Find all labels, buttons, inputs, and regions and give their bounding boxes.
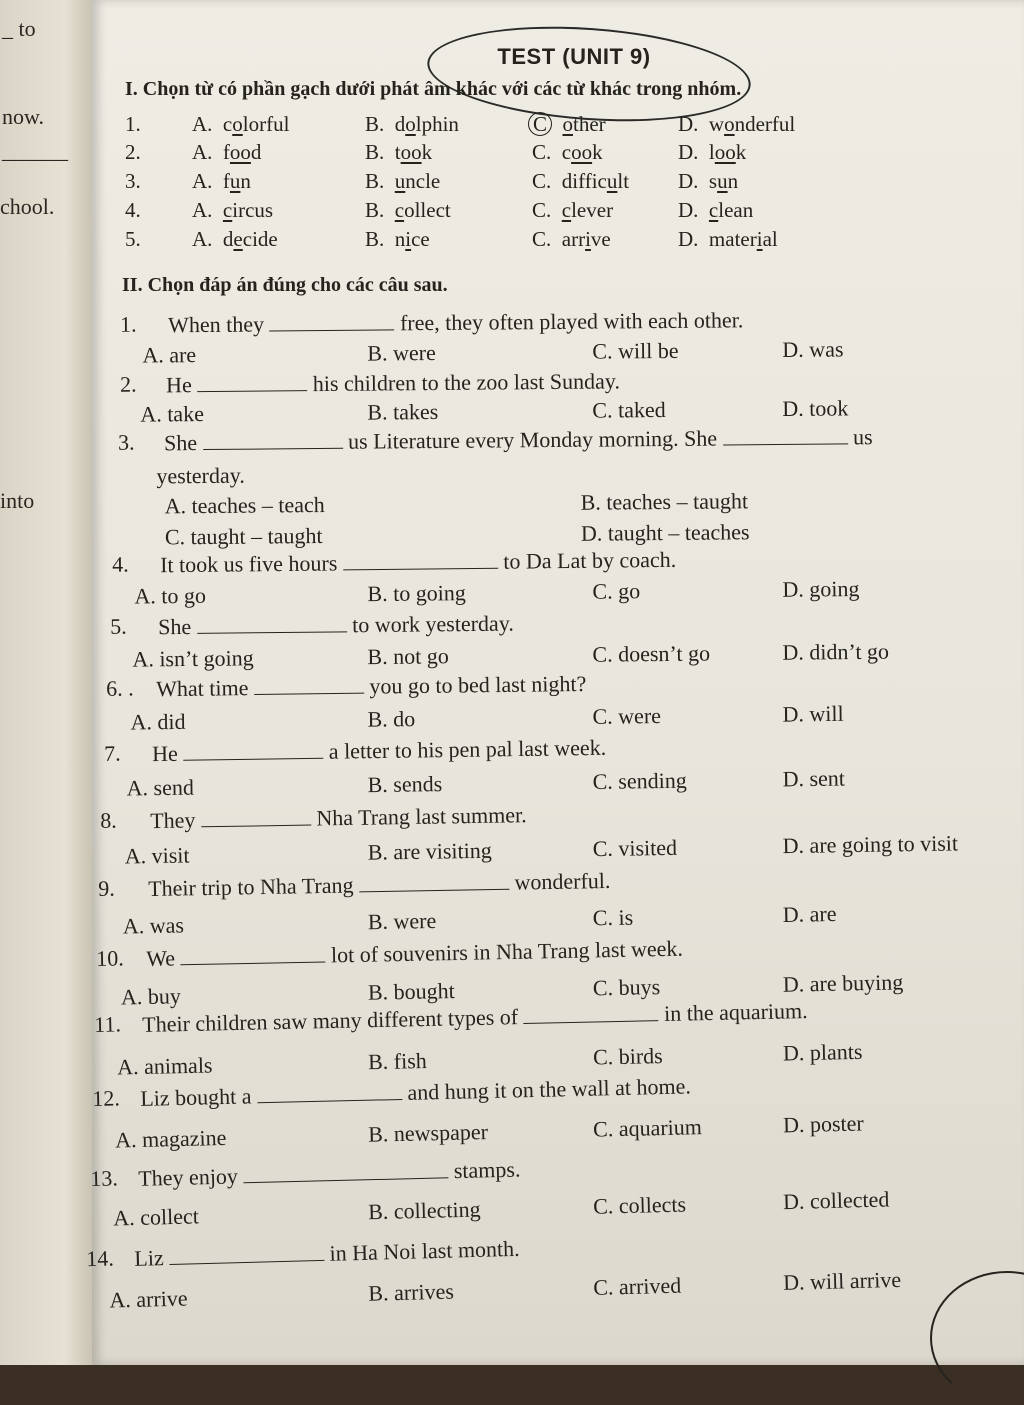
question-number: 1. (119, 311, 137, 337)
word-part: cide (242, 227, 278, 251)
option-d[interactable]: D. will arrive (782, 1266, 902, 1295)
question-line (86, 1222, 1024, 1272)
option-a (192, 169, 251, 194)
underlined-part: e (233, 227, 243, 251)
question-text (146, 935, 683, 972)
word-part: mater (708, 227, 757, 251)
question-stem: in Ha Noi last month. (329, 1235, 520, 1266)
option-letter: D. (678, 198, 699, 222)
underlined-part: o (724, 112, 735, 136)
option-a[interactable]: A. are (142, 342, 197, 368)
option-d (678, 169, 738, 194)
word-part: ncle (405, 169, 441, 193)
option-d (678, 140, 746, 165)
question-text (156, 670, 586, 702)
underlined-part: c (708, 198, 719, 222)
option-b[interactable]: B. were (367, 908, 437, 935)
question-text (140, 1072, 691, 1111)
question-stem: wonderful. (514, 867, 611, 895)
option-a[interactable]: A. did (130, 708, 186, 735)
item-number: 2. (125, 140, 141, 164)
option-b (365, 198, 451, 223)
option-b[interactable]: B. newspaper (367, 1119, 489, 1147)
option-b[interactable]: B. do (367, 706, 416, 732)
underlined-part: c (561, 198, 572, 222)
option-letter: A. (192, 169, 213, 193)
option-d (678, 198, 753, 223)
question-text (160, 546, 676, 578)
underlined-part: i (756, 227, 763, 251)
word-part: nderful (734, 112, 796, 136)
question-number: 12. (92, 1085, 121, 1111)
option-c[interactable]: C. visited (592, 834, 678, 862)
option-a[interactable]: A. take (140, 401, 205, 427)
question-line (92, 304, 1024, 338)
word-part: ther (573, 112, 606, 136)
option-a[interactable]: A. animals (116, 1052, 213, 1080)
word-part: f (222, 140, 230, 164)
question-line (90, 1143, 1024, 1192)
option-a[interactable]: A. to go (134, 582, 207, 609)
option-letter: B. (365, 198, 385, 222)
option-b[interactable]: B. sends (367, 771, 443, 798)
question-number: 10. (95, 945, 124, 971)
option-a (192, 112, 289, 137)
option-c[interactable]: C. taked (592, 396, 666, 423)
option-letter: B. (365, 227, 385, 251)
question-number: 13. (90, 1165, 119, 1192)
option-d[interactable]: D. poster (782, 1110, 864, 1138)
underlined-part: oo (400, 140, 422, 164)
option-letter: A. (192, 227, 213, 251)
option-b[interactable]: B. are visiting (367, 837, 492, 865)
question-number: 6. . (105, 675, 134, 701)
option-a[interactable]: A. send (126, 774, 195, 801)
answer-blank[interactable] (201, 805, 311, 828)
option-b: B. teaches – taught (580, 488, 749, 515)
question-number: 5. (109, 613, 127, 639)
question-stem: When they (168, 311, 265, 338)
question-stem: to Da Lat by coach. (503, 546, 677, 574)
question-line (92, 422, 1024, 456)
option-d: D. taught – teaches (580, 519, 750, 546)
option-a: A. teaches – teach (164, 491, 325, 519)
word-part: lt (617, 169, 630, 193)
option-letter: A. (192, 112, 213, 136)
option-a[interactable]: A. buy (120, 983, 182, 1010)
word-part: n (727, 169, 739, 193)
question-number: 9. (97, 875, 115, 901)
option-d[interactable]: D. took (782, 395, 849, 421)
question-number: 11. (93, 1011, 122, 1037)
question-text (158, 610, 514, 641)
question-stem: She (164, 430, 198, 456)
answer-blank[interactable] (343, 548, 498, 571)
question-line (92, 1065, 1024, 1111)
worksheet-page (86, 0, 1024, 1365)
answer-blank[interactable] (722, 423, 847, 445)
word-part: c (222, 112, 233, 136)
option-d[interactable]: D. are going to visit (782, 830, 959, 859)
section1-heading: I. Chọn từ có phần gạch dưới phát âm khác với các từ khác trong nhóm. (125, 78, 742, 100)
option-b (365, 227, 430, 252)
question-stem: to work yesterday. (351, 610, 514, 638)
option-d (678, 112, 795, 137)
option-d[interactable]: D. didn’t go (782, 638, 890, 665)
question-stem: his children to the zoo last Sunday. (312, 368, 621, 397)
option-a (192, 140, 261, 165)
question-line (92, 860, 1024, 902)
question-stem: in the aquarium. (663, 998, 808, 1027)
question-text (134, 1235, 520, 1272)
word-part: s (708, 169, 718, 193)
word-part: d (250, 140, 262, 164)
option-c[interactable]: C. birds (592, 1043, 663, 1070)
option-c[interactable]: C. is (592, 904, 634, 931)
item-number: 4. (125, 198, 141, 222)
adjacent-text: ______ (2, 138, 68, 163)
underlined-part: c (222, 198, 233, 222)
question-stem: What time (156, 675, 249, 702)
word-part: ircus (232, 198, 274, 222)
question-number: 14. (86, 1245, 115, 1272)
underlined-part: i (405, 227, 412, 251)
answer-blank[interactable] (254, 673, 364, 695)
option-c (532, 140, 603, 165)
option-letter: C. (532, 198, 552, 222)
question-line (92, 793, 1024, 834)
question-number: 2. (119, 371, 137, 397)
option-a (192, 227, 278, 252)
option-b[interactable]: B. were (367, 340, 436, 366)
option-letter: A. (192, 140, 213, 164)
word-part: n (394, 227, 406, 251)
option-c[interactable]: C. doesn’t go (592, 640, 711, 667)
question-line (92, 928, 1024, 971)
question-text (152, 734, 606, 767)
option-a[interactable]: A. collect (112, 1203, 200, 1231)
question-text (168, 306, 743, 338)
option-b (365, 140, 432, 165)
option-d[interactable]: D. sent (782, 765, 846, 792)
adjacent-text: _ to (2, 16, 36, 41)
question-stem: you go to bed last night? (369, 670, 587, 699)
word-part: w (708, 112, 725, 136)
option-d[interactable]: D. collected (782, 1186, 890, 1215)
question-text (150, 801, 527, 834)
question-text (148, 867, 611, 902)
section1-row (92, 198, 1024, 228)
option-d[interactable]: D. will (782, 700, 844, 727)
option-letter: B. (365, 112, 385, 136)
question-stem: Their trip to Nha Trang (148, 872, 354, 902)
option-c (532, 112, 606, 137)
question-text (164, 423, 873, 456)
question-stem: Nha Trang last summer. (316, 802, 527, 831)
section1-row (92, 169, 1024, 199)
question-number: 4. (111, 551, 129, 577)
underlined-part: u (229, 169, 241, 193)
option-d (678, 227, 778, 252)
answer-blank[interactable] (180, 942, 325, 966)
word-part: k (421, 140, 433, 164)
option-letter: B. (365, 169, 385, 193)
underlined-part: u (394, 169, 406, 193)
question-stem: He (152, 740, 179, 767)
option-c[interactable]: C. buys (592, 974, 661, 1001)
option-c[interactable]: C. will be (592, 337, 679, 364)
item-number: 5. (125, 227, 141, 251)
word-part: t (394, 140, 401, 164)
question-stem: Liz (134, 1245, 164, 1271)
answer-blank[interactable] (523, 1000, 658, 1024)
option-b[interactable]: B. collecting (367, 1196, 481, 1225)
option-c (532, 198, 613, 223)
option-letter: C. (532, 140, 552, 164)
underlined-part: c (394, 198, 405, 222)
options-line (93, 1107, 1024, 1153)
word-part: lorful (242, 112, 290, 136)
question-text (166, 367, 620, 398)
option-c (532, 227, 611, 252)
option-b[interactable]: B. fish (367, 1048, 428, 1075)
option-a[interactable]: A. magazine (114, 1124, 227, 1153)
adjacent-text: into (0, 488, 35, 513)
answer-blank[interactable] (257, 1079, 402, 1103)
option-b[interactable]: B. bought (367, 978, 455, 1005)
option-b[interactable]: B. takes (367, 398, 439, 425)
question-continuation: yesterday. (156, 462, 245, 489)
option-b[interactable]: B. not go (367, 643, 449, 670)
adjacent-text: chool. (0, 194, 55, 219)
question-line (92, 728, 1024, 767)
question-line (92, 364, 1024, 398)
question-stem: Liz bought a (140, 1083, 252, 1111)
adjacent-text: now. (2, 104, 44, 129)
question-line (92, 604, 1024, 640)
word-part: lean (718, 198, 754, 222)
pen-mark (930, 1271, 1024, 1405)
question-stem: It took us five hours (160, 550, 338, 578)
option-letter: C. (532, 169, 552, 193)
answer-blank[interactable] (183, 738, 323, 761)
word-part: lphin (415, 112, 459, 136)
question-stem: lot of souvenirs in Nha Trang last week. (330, 935, 684, 968)
page-title: TEST (UNIT 9) (497, 44, 651, 69)
option-letter: C (528, 112, 552, 136)
question-stem: She (158, 613, 192, 640)
option-a[interactable]: A. visit (124, 842, 190, 869)
option-letter: C. (532, 227, 552, 251)
underlined-part: oo (571, 140, 593, 164)
question-stem: us (852, 424, 873, 450)
word-part: k (592, 140, 603, 164)
word-part: lever (571, 198, 614, 222)
word-part: n (240, 169, 251, 193)
item-number: 3. (125, 169, 141, 193)
option-a (192, 198, 273, 223)
underlined-part: o (405, 112, 416, 136)
word-part: diffic (561, 169, 607, 193)
question-stem: Their children saw many different types of (142, 1004, 519, 1037)
answer-blank[interactable] (197, 370, 307, 392)
word-part: ce (411, 227, 430, 251)
word-part: d (222, 227, 234, 251)
option-letter: B. (365, 140, 385, 164)
option-c (532, 169, 629, 194)
option-b[interactable]: B. to going (367, 580, 466, 607)
section2-heading: II. Chọn đáp án đúng cho các câu sau. (122, 274, 448, 296)
question-stem: We (146, 945, 176, 971)
underlined-part: oo (229, 140, 251, 164)
option-letter: D. (678, 227, 699, 251)
underlined-part: i (585, 227, 591, 251)
option-d[interactable]: D. are buying (782, 969, 904, 997)
option-b (365, 112, 459, 137)
underlined-part: o (232, 112, 243, 136)
option-b (365, 169, 440, 194)
question-stem: stamps. (453, 1156, 521, 1184)
answer-blank[interactable] (202, 428, 342, 450)
word-part: f (222, 169, 230, 193)
option-letter: A. (192, 198, 213, 222)
question-stem: He (166, 372, 192, 398)
answer-blank[interactable] (243, 1157, 448, 1183)
option-d[interactable]: D. are (782, 901, 837, 927)
answer-blank[interactable] (359, 869, 509, 893)
question-stem: and hung it on the wall at home. (407, 1073, 692, 1105)
question-stem: They (150, 807, 196, 834)
option-c[interactable]: C. aquarium (592, 1114, 703, 1142)
word-part: arr (561, 227, 586, 251)
word-part: c (561, 140, 572, 164)
question-text (138, 1156, 521, 1192)
option-c[interactable]: C. were (592, 703, 662, 729)
section1-row (92, 140, 1024, 170)
question-stem: They enjoy (138, 1163, 239, 1191)
word-part: k (735, 140, 747, 164)
question-number: 3. (117, 429, 135, 455)
answer-blank[interactable] (196, 611, 346, 634)
answer-blank[interactable] (169, 1240, 324, 1265)
option-c[interactable]: C. arrived (592, 1272, 682, 1300)
underlined-part: o (562, 112, 573, 136)
option-c[interactable]: C. go (592, 578, 641, 604)
section1-row (92, 112, 1024, 142)
option-a[interactable]: A. isn’t going (132, 645, 254, 672)
word-part: d (394, 112, 406, 136)
option-d[interactable]: D. plants (782, 1038, 863, 1066)
word-part: l (708, 140, 715, 164)
underlined-part: u (606, 169, 618, 193)
option-a[interactable]: A. arrive (109, 1285, 188, 1313)
option-c[interactable]: C. collects (592, 1191, 687, 1219)
question-text (142, 997, 808, 1038)
underlined-part: u (717, 169, 728, 193)
option-letter: D. (678, 112, 699, 136)
question-stem: us Literature every Monday morning. She (347, 425, 718, 454)
option-d[interactable]: D. was (782, 336, 844, 362)
option-d[interactable]: D. going (782, 575, 860, 602)
section1-row (92, 227, 1024, 257)
question-stem: a letter to his pen pal last week. (328, 734, 607, 764)
option-letter: D. (678, 169, 699, 193)
option-a[interactable]: A. was (122, 912, 185, 939)
word-part: ve (590, 227, 611, 251)
option-b[interactable]: B. arrives (368, 1278, 455, 1306)
item-number: 1. (125, 112, 141, 136)
question-number: 8. (99, 807, 117, 833)
word-part: al (762, 227, 778, 251)
options-line (93, 1035, 1024, 1080)
word-part: ollect (404, 198, 451, 222)
answer-blank[interactable] (269, 309, 394, 331)
underlined-part: oo (714, 140, 736, 164)
question-number: 7. (103, 740, 121, 766)
adjacent-page (0, 0, 92, 1365)
question-stem: free, they often played with each other. (399, 307, 744, 336)
option-c[interactable]: C. sending (592, 767, 687, 795)
option-c: C. taught – taught (164, 522, 323, 550)
option-letter: D. (678, 140, 699, 164)
